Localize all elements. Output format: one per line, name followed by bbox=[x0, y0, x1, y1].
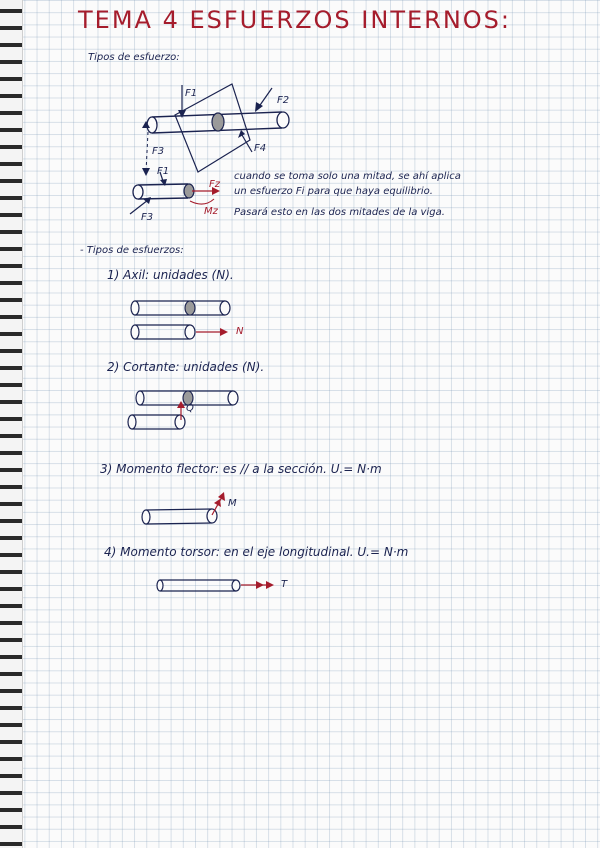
label-f-top: F1 bbox=[157, 166, 170, 177]
section-hatch bbox=[212, 113, 224, 131]
label-axil-n: N bbox=[236, 326, 244, 337]
label-cortante-q: Q bbox=[186, 403, 194, 414]
note-line-2: un esfuerzo Fi para que haya equilibrio. bbox=[234, 186, 433, 197]
note-line-3: Pasará esto en las dos mitades de la viga. bbox=[234, 207, 445, 218]
item-axil: 1) Axil: unidades (N). bbox=[107, 268, 234, 282]
label-f-bottom: F3 bbox=[141, 212, 154, 223]
page-title: TEMA 4 ESFUERZOS INTERNOS: bbox=[78, 6, 511, 34]
label-f4: F4 bbox=[254, 143, 267, 154]
label-f2: F2 bbox=[277, 95, 290, 106]
label-torsor-t: T bbox=[281, 579, 288, 590]
item-cortante: 2) Cortante: unidades (N). bbox=[107, 360, 265, 374]
label-f3: F3 bbox=[152, 146, 165, 157]
note-line-1: cuando se toma solo una mitad, se ahí aplica bbox=[234, 171, 461, 182]
label-f1: F1 bbox=[185, 88, 198, 99]
label-flector-m: M bbox=[228, 498, 237, 509]
label-mz: Mz bbox=[204, 206, 218, 217]
subtitle-tipos-esfuerzo: Tipos de esfuerzo: bbox=[88, 52, 180, 63]
section-heading-tipos: - Tipos de esfuerzos: bbox=[80, 245, 184, 256]
item-momento-flector: 3) Momento flector: es // a la sección. U.= N·m bbox=[100, 462, 382, 476]
item-momento-torsor: 4) Momento torsor: en el eje longitudinal. U.= N·m bbox=[104, 545, 409, 559]
label-f-side: Fz bbox=[209, 179, 221, 190]
